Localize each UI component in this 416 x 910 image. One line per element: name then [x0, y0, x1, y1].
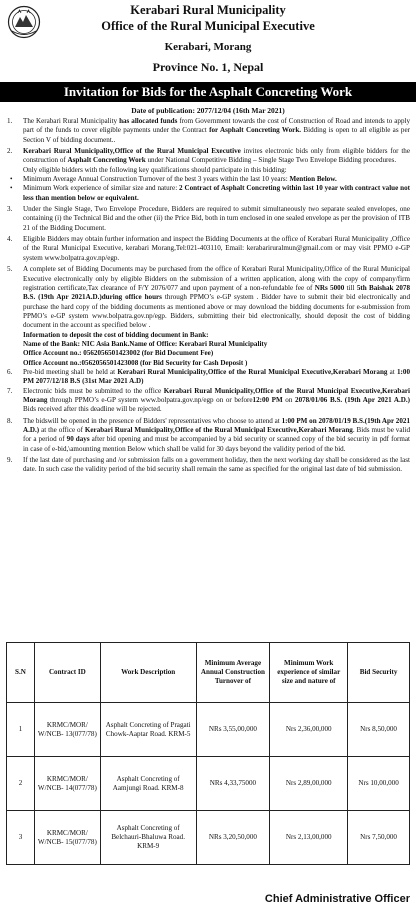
bank-name: Name of the Bank: NIC Asia Bank.Name of Office: Kerabari Rural Municipality [23, 339, 268, 348]
table-row [7, 811, 410, 865]
column-header-bid-security: Bid Security [348, 643, 410, 703]
cell-sn: 2 [7, 757, 35, 811]
table-header-row [7, 643, 410, 703]
cell-bid-security: Nrs 10,00,000 [348, 757, 410, 811]
cell-work-description: Asphalt Concreting of Pragati Chowk-Aaptar Road. KRM-5 [100, 703, 196, 757]
column-header-sn: S.N [7, 643, 35, 703]
clause-number: 2. [7, 147, 13, 156]
qualification-experience: • Minimum Work experience of similar size and nature: 2 Contract of Asphalt Concreting within last 10 year with contract value not less than mention below or equivalent. [10, 184, 410, 202]
signatory-title: Chief Administrative Officer [264, 893, 410, 905]
bank-info-title: Information to deposit the cost of bidding document in Bank: [23, 330, 209, 339]
table-row [7, 757, 410, 811]
bank-account-security: Office Account no.:0562056501423008 (for Bid Security for Cash Deposit ) [23, 358, 248, 367]
clause-number: 4. [7, 235, 13, 244]
cell-sn: 3 [7, 811, 35, 865]
column-header-turnover: Minimum Average Annual Construction Turnover of [196, 643, 270, 703]
clause-7: 7. Electronic bids must be submitted to the office Kerabari Rural Municipality,Office of the Rural Municipal Executive,Kerabari Morang through PPMO’s e-GP system www.bolpatra.gov.np/egp on or before12:00 PM on 2078/01/06 B.S. (19th Apr 2021 A.D.) Bids received after this deadline will be rejected. [7, 386, 410, 414]
eligibility-intro: Only eligible bidders with the following key qualifications should participate in this bidding: [23, 165, 287, 174]
cell-bid-security: Nrs 7,50,000 [348, 811, 410, 865]
clause-5: 5. A complete set of Bidding Documents may be purchased from the office of Kerabari Rural Municipality,Office of the Rural Municipal Executive electronically only by eligible Bidders on the submission of a written application, along with the copy of company/firm registration certificate,Tax clearance of F/Y 2076/077 and upon payment of a non-refundable fee of NRs 5000 till 5th Baishak 2078 B.S. (19th Apr 2021A.D.)during office hours through PPMO’s e-GP system . Bidder have to submit their bid electronically and purchase the hard copy of the bidding documents as mentioned above or may download the bidding documents for e-submission from PPMO’s e-GP system www.bolpatra.gov.np/egp. Bidders, submitting their bid electronically, should deposit the cost of bidding document in the account as specified below . [7, 265, 411, 330]
cell-experience: Nrs 2,13,00,000 [270, 811, 348, 865]
office-name: Office of the Rural Municipal Executive [101, 19, 315, 33]
office-location: Kerabari, Morang [164, 41, 252, 53]
cell-bid-security: Nrs 8,50,000 [348, 703, 410, 757]
clause-9: 9. If the last date of purchasing and /or submission falls on a government holiday, then the next working day shall be considered as the last date. In such case the validity period of the bid security shall remain the same as specified for the original last date of bid submission. [7, 456, 410, 474]
clause-number: 7. [7, 386, 13, 395]
clause-number: 5. [7, 265, 13, 274]
column-header-contract-id: Contract ID [34, 643, 100, 703]
column-header-experience: Minimum Work experience of similar size and nature of [270, 643, 348, 703]
column-header-work-description: Work Description [100, 643, 196, 703]
bullet-icon: • [10, 184, 13, 193]
publication-date: Date of publication: 2077/12/04 (16th Mar 2021) [131, 106, 285, 115]
cell-work-description: Asphalt Concreting of Aamjungi Road. KRM-8 [100, 757, 196, 811]
clause-3: 3. Under the Single Stage, Two Envelope Procedure, Bidders are required to submit simultaneously two separate sealed envelopes, one containing (i) the Technical Bid and the other (ii) the Price Bid, both in turn enclosed in one sealed envelope as per the provision of ITB 21 of the Bidding Document. [7, 205, 410, 232]
qualification-turnover: • Minimum Average Annual Construction Turnover of the best 3 years within the last 10 years: Mention Below. [10, 175, 337, 184]
cell-experience: Nrs 2,36,00,000 [270, 703, 348, 757]
cell-turnover: NRs 4,33,75000 [196, 757, 270, 811]
cell-contract-id: KRMC/MOR/ W/NCB- 15(077/78) [34, 811, 100, 865]
clause-number: 3. [7, 205, 13, 214]
clause-2: 2. Kerabari Rural Municipality,Office of the Rural Municipal Executive invites electronic bids only from eligible bidders for the construction of Asphalt Concreting Work under National Competitive Bidding – Single Stage Two Envelope Bidding procedures. [7, 147, 410, 165]
clause-number: 9. [7, 456, 13, 465]
contracts-table [6, 642, 410, 865]
clause-4: 4. Eligible Bidders may obtain further information and inspect the Bidding Documents at the office of Kerabari Rural Municipality ,Office of the Rural Municipal Executive, kerabari Morang,Tel:021-403110, Email: kerabariruralmun@gmail.com or may visit PPMO e-GP system www.bolpatra.gov.np/egp. [7, 235, 410, 262]
bullet-icon: • [10, 175, 13, 184]
notice-header [0, 0, 416, 82]
notice-body [6, 117, 410, 475]
province-name: Province No. 1, Nepal [152, 60, 264, 74]
cell-turnover: NRs 3,55,00,000 [196, 703, 270, 757]
clause-number: 8. [7, 416, 13, 425]
clause-8: 8. The bidswill be opened in the presence of Bidders' representatives who choose to attend at 1:00 PM on 2078/01/19 B.S.(19th Apr 2021 A.D.) at the office of Kerabari Rural Municipality,Office of the Rural Municipal Executive,Kerabari Morang. Bids must be valid for a period of 90 days after bid opening and must be accompanied by a bid security or scanned copy of the bid security in pdf format in case of e-bid,\amounting mention Below which shall be valid for 30 days beyond the validity period of the bid. [7, 416, 411, 453]
cell-experience: Nrs 2,89,00,000 [270, 757, 348, 811]
cell-contract-id: KRMC/MOR/ W/NCB- 13(077/78) [34, 703, 100, 757]
cell-turnover: NRs 3,20,50,000 [196, 811, 270, 865]
table-row [7, 703, 410, 757]
clause-1: 1. The Kerabari Rural Municipality has allocated funds from Government towards the cost of Construction of Road and intends to apply part of the funds to cover eligible payments under the Contract for Asphalt Concreting Work. Bidding is open to all eligible as per Section V of bidding document.. [7, 117, 411, 144]
municipality-name: Kerabari Rural Municipality [130, 3, 286, 17]
clause-number: 1. [7, 117, 13, 125]
bank-account-fee: Office Account no.: 0562056501423002 (for Bid Document Fee) [23, 349, 214, 358]
cell-work-description: Asphalt Concreting of Belchauri-Bhaluwa Road. KRM-9 [100, 811, 196, 865]
clause-number: 6. [7, 367, 13, 376]
cell-contract-id: KRMC/MOR/ W/NCB- 14(077/78) [34, 757, 100, 811]
clause-6: 6. Pre-bid meeting shall be held at Kerabari Rural Municipality,Office of the Rural Municipal Executive,Kerabari Morang at 1:00 PM 2077/12/18 B.S (31st Mar 2021 A.D) [7, 367, 410, 386]
cell-sn: 1 [7, 703, 35, 757]
notice-title-banner: Invitation for Bids for the Asphalt Concreting Work [0, 82, 416, 102]
